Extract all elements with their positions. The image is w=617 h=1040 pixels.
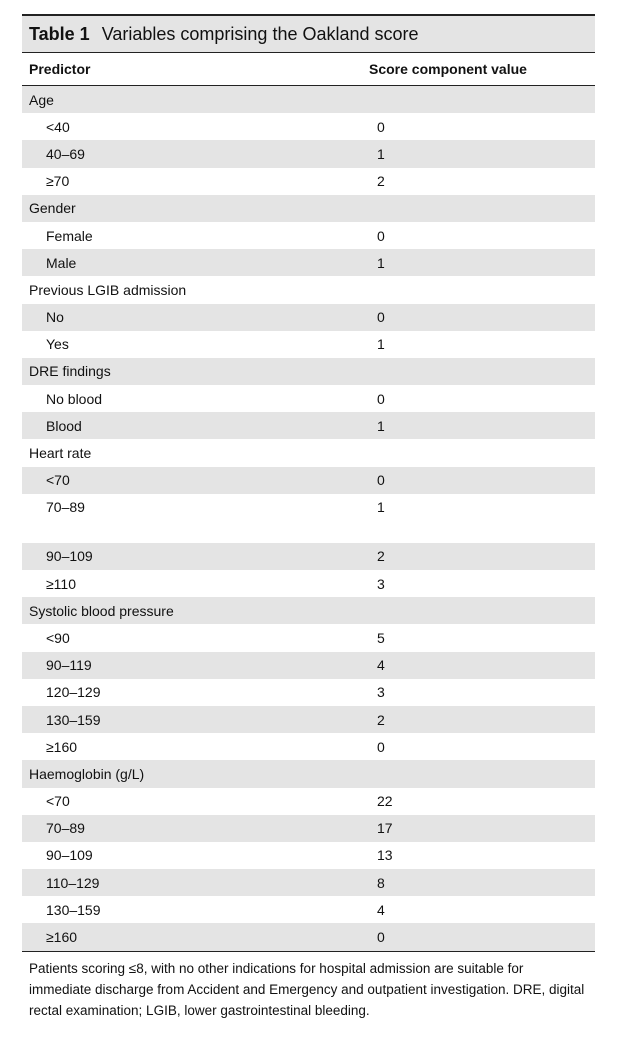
table-row: [22, 331, 595, 358]
score-value: 1: [377, 145, 385, 162]
group-label: Haemoglobin (g/L): [29, 765, 145, 782]
score-value: 3: [377, 684, 385, 701]
score-value: 2: [377, 173, 385, 190]
table-group-row: [22, 597, 595, 624]
group-label: DRE findings: [29, 363, 111, 380]
table-header: [22, 53, 595, 85]
predictor-label: <40: [46, 118, 70, 135]
table-row: [22, 412, 595, 439]
predictor-label: <70: [46, 793, 70, 810]
predictor-label: ≥160: [46, 929, 78, 946]
predictor-label: 130–159: [46, 901, 101, 918]
score-value: 22: [377, 793, 393, 810]
score-value: 1: [377, 336, 385, 353]
predictor-label: Yes: [46, 336, 69, 353]
table-group-row: [22, 195, 595, 222]
predictor-label: 70–89: [46, 498, 85, 515]
predictor-label: ≥160: [46, 738, 78, 755]
predictor-label: 110–129: [46, 874, 100, 891]
table-row: [22, 788, 595, 815]
table-body: [22, 86, 595, 951]
group-label: Previous LGIB admission: [29, 281, 187, 298]
predictor-label: 120–129: [46, 684, 101, 701]
table-group-row: [22, 276, 595, 303]
predictor-label: ≥70: [46, 173, 70, 190]
table-row: [22, 249, 595, 276]
predictor-label: 40–69: [46, 145, 85, 162]
group-label: Gender: [29, 200, 76, 217]
table-caption: [22, 16, 595, 52]
predictor-label: No: [46, 309, 64, 326]
score-value: 2: [377, 548, 385, 565]
score-value: 0: [377, 929, 385, 946]
table-row: [22, 543, 595, 570]
header-score-value: Score component value: [369, 61, 527, 77]
table-row: [22, 113, 595, 140]
table-row: [22, 706, 595, 733]
table-row: [22, 467, 595, 494]
predictor-label: <90: [46, 629, 70, 646]
score-value: 0: [377, 738, 385, 755]
table-row: [22, 385, 595, 412]
predictor-label: 90–119: [46, 657, 92, 674]
predictor-label: No blood: [46, 390, 103, 407]
score-value: 0: [377, 227, 385, 244]
table-title: Variables comprising the Oakland score: [101, 23, 419, 44]
header-predictor: Predictor: [29, 61, 91, 77]
predictor-label: 90–109: [46, 847, 93, 864]
oakland-score-table: [22, 14, 595, 1021]
score-value: 1: [377, 254, 385, 271]
table-row: [22, 815, 595, 842]
table-row: [22, 652, 595, 679]
score-value: 4: [377, 901, 385, 918]
table-row: [22, 494, 595, 543]
table-row: [22, 679, 595, 706]
group-label: Systolic blood pressure: [29, 602, 174, 619]
score-value: 0: [377, 118, 385, 135]
table-row: [22, 733, 595, 760]
table-row: [22, 140, 595, 167]
predictor-label: 130–159: [46, 711, 101, 728]
score-value: 17: [377, 820, 393, 837]
score-value: 3: [377, 575, 385, 592]
score-value: 8: [377, 874, 385, 891]
table-row: [22, 842, 595, 869]
predictor-label: Female: [46, 227, 93, 244]
table-group-row: [22, 439, 595, 466]
score-value: 1: [377, 417, 385, 434]
table-row: [22, 168, 595, 195]
score-value: 0: [377, 472, 385, 489]
table-footnote: Patients scoring ≤8, with no other indications for hospital admission are suitable for immediate discharge from Accident and Emergency and outpatient investigation. DRE, digital rectal examination; LGIB, lower gastrointestinal bleeding.: [29, 960, 585, 1018]
group-label: Heart rate: [29, 445, 92, 462]
table-row: [22, 896, 595, 923]
predictor-label: <70: [46, 472, 70, 489]
group-label: Age: [29, 91, 54, 108]
predictor-label: ≥110: [46, 575, 77, 592]
score-value: 13: [377, 847, 393, 864]
table-row: [22, 624, 595, 651]
score-value: 4: [377, 657, 385, 674]
table-group-row: [22, 358, 595, 385]
table-row: [22, 869, 595, 896]
predictor-label: 70–89: [46, 820, 85, 837]
table-row: [22, 304, 595, 331]
table-group-row: [22, 760, 595, 787]
score-value: 0: [377, 390, 385, 407]
predictor-label: 90–109: [46, 548, 93, 565]
score-value: 5: [377, 629, 385, 646]
predictor-label: Male: [46, 254, 77, 271]
score-value: 2: [377, 711, 385, 728]
table-group-row: [22, 86, 595, 113]
table-row: [22, 222, 595, 249]
score-value: 1: [377, 498, 385, 515]
table-row: [22, 923, 595, 950]
table-row: [22, 570, 595, 597]
table-number: Table 1: [29, 23, 90, 44]
score-value: 0: [377, 309, 385, 326]
predictor-label: Blood: [46, 417, 82, 434]
